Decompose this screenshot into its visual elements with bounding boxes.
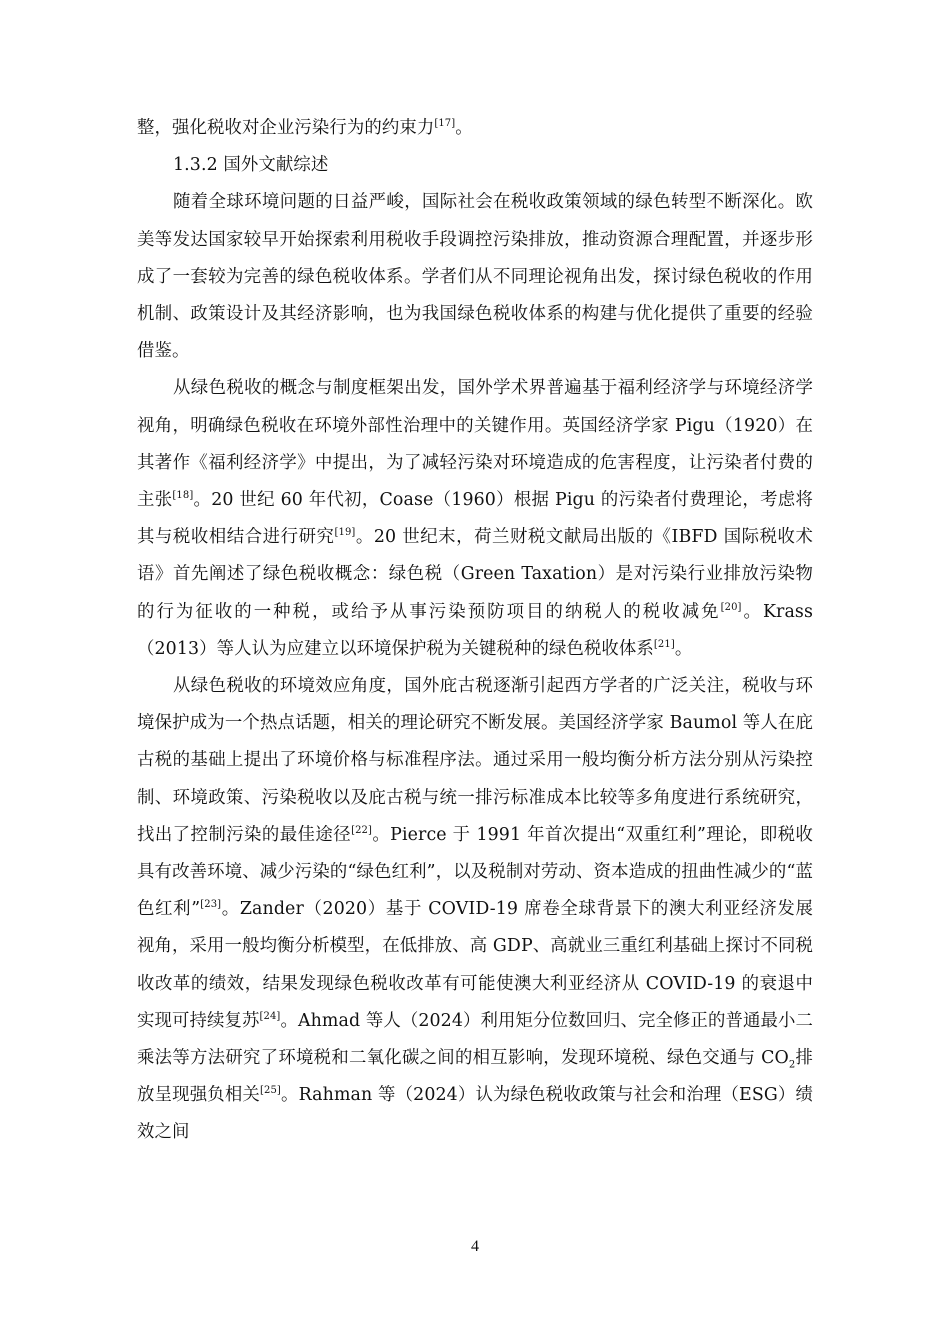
citation-ref: [18]: [172, 490, 194, 502]
subscript-2: 2: [788, 1059, 796, 1071]
citation-ref: [17]: [434, 118, 456, 130]
paragraph-3-segment: 从绿色税收的环境效应角度，国外庇古税逐渐引起西方学者的广泛关注，税收与环境保护成为一个热点话题，相关的理论研究不断发展。美国经济学家 Baumol 等人在庇古税的基础上提出了环境价格与标准程序法。通过采用一般均衡分析方法分别从污染控制、环境政策、污染税收以及庇古税与统一排污标准成本比较等多角度进行系统研究，找出了控制污染的最佳途径: [137, 676, 813, 845]
paragraph-2-segment: 。: [674, 638, 693, 659]
paragraph-2-segment: 。Krass（2013）等人认为应建立以环境保护税为关键税种的绿色税收体系: [137, 601, 813, 659]
paragraph-3-segment: 。Rahman 等（2024）认为绿色税收政策与社会和治理（ESG）绩效之间: [137, 1085, 813, 1143]
paragraph-2-segment: 从绿色税收的概念与制度框架出发，国外学术界普遍基于福利经济学与环境经济学视角，明确绿色税收在环境外部性治理中的关键作用。英国经济学家 Pigu（1920）在其著作《福利经济学》中提出，为了减轻污染对环境造成的危害程度，让污染者付费的主张: [137, 378, 813, 511]
paragraph-1: 随着全球环境问题的日益严峻，国际社会在税收政策领域的绿色转型不断深化。欧美等发达国家较早开始探索利用税收手段调控污染排放，推动资源合理配置，并逐步形成了一套较为完善的绿色税收体系。学者们从不同理论视角出发，探讨绿色税收的作用机制、政策设计及其经济影响，也为我国绿色税收体系的构建与优化提供了重要的经验借鉴。: [137, 192, 813, 362]
citation-ref: [21]: [653, 639, 675, 651]
citation-ref: [19]: [334, 527, 356, 539]
paragraph-2-segment: 。20 世纪末，荷兰财税文献局出版的《IBFD 国际税收术语》首先阐述了绿色税收概念：绿色税（Green Taxation）是对污染行业排放污染物的行为征收的一种税，或给予从事污染预防项目的纳税人的税收减免: [137, 527, 813, 622]
paragraph-continued-text: 整，强化税收对企业污染行为的约束力: [137, 118, 435, 138]
paragraph-continued: [137, 110, 813, 147]
citation-ref: [23]: [200, 899, 222, 911]
paragraph-3: [137, 668, 813, 1152]
body-text: [137, 110, 813, 1152]
paragraph-continued-end: 。: [455, 118, 473, 138]
paragraph-3-segment: 排放呈现强负相关: [137, 1048, 813, 1106]
citation-ref: [20]: [720, 601, 742, 613]
paragraph-2-segment: 。20 世纪 60 年代初，Coase（1960）根据 Pigu 的污染者付费理论，考虑将其与税收相结合进行研究: [137, 490, 813, 548]
page-number: 4: [471, 1238, 479, 1255]
citation-ref: [25]: [260, 1085, 281, 1097]
citation-ref: [24]: [259, 1011, 281, 1023]
paragraph-3-segment: 。Zander（2020）基于 COVID-19 席卷全球背景下的澳大利亚经济发展视角，采用一般均衡分析模型，在低排放、高 GDP、高就业三重红利基础上探讨不同税收改革的绩效，结果发现绿色税收改革有可能使澳大利亚经济从 COVID-19 的衰退中实现可持续复苏: [137, 899, 813, 1031]
paragraph-3-segment: 。Pierce 于 1991 年首次提出“双重红利”理论，即税收具有改善环境、减少污染的“绿色红利”，以及税制对劳动、资本造成的扭曲性减少的“蓝色红利”: [137, 824, 813, 920]
paragraph-2: [137, 370, 813, 668]
paragraph-3-segment: 。Ahmad 等人（2024）利用矩分位数回归、完全修正的普通最小二乘法等方法研究了环境税和二氧化碳之间的相互影响，发现环境税、绿色交通与 CO: [137, 1010, 813, 1069]
citation-ref: [22]: [351, 825, 372, 837]
section-heading: 1.3.2 国外文献综述: [173, 155, 329, 176]
